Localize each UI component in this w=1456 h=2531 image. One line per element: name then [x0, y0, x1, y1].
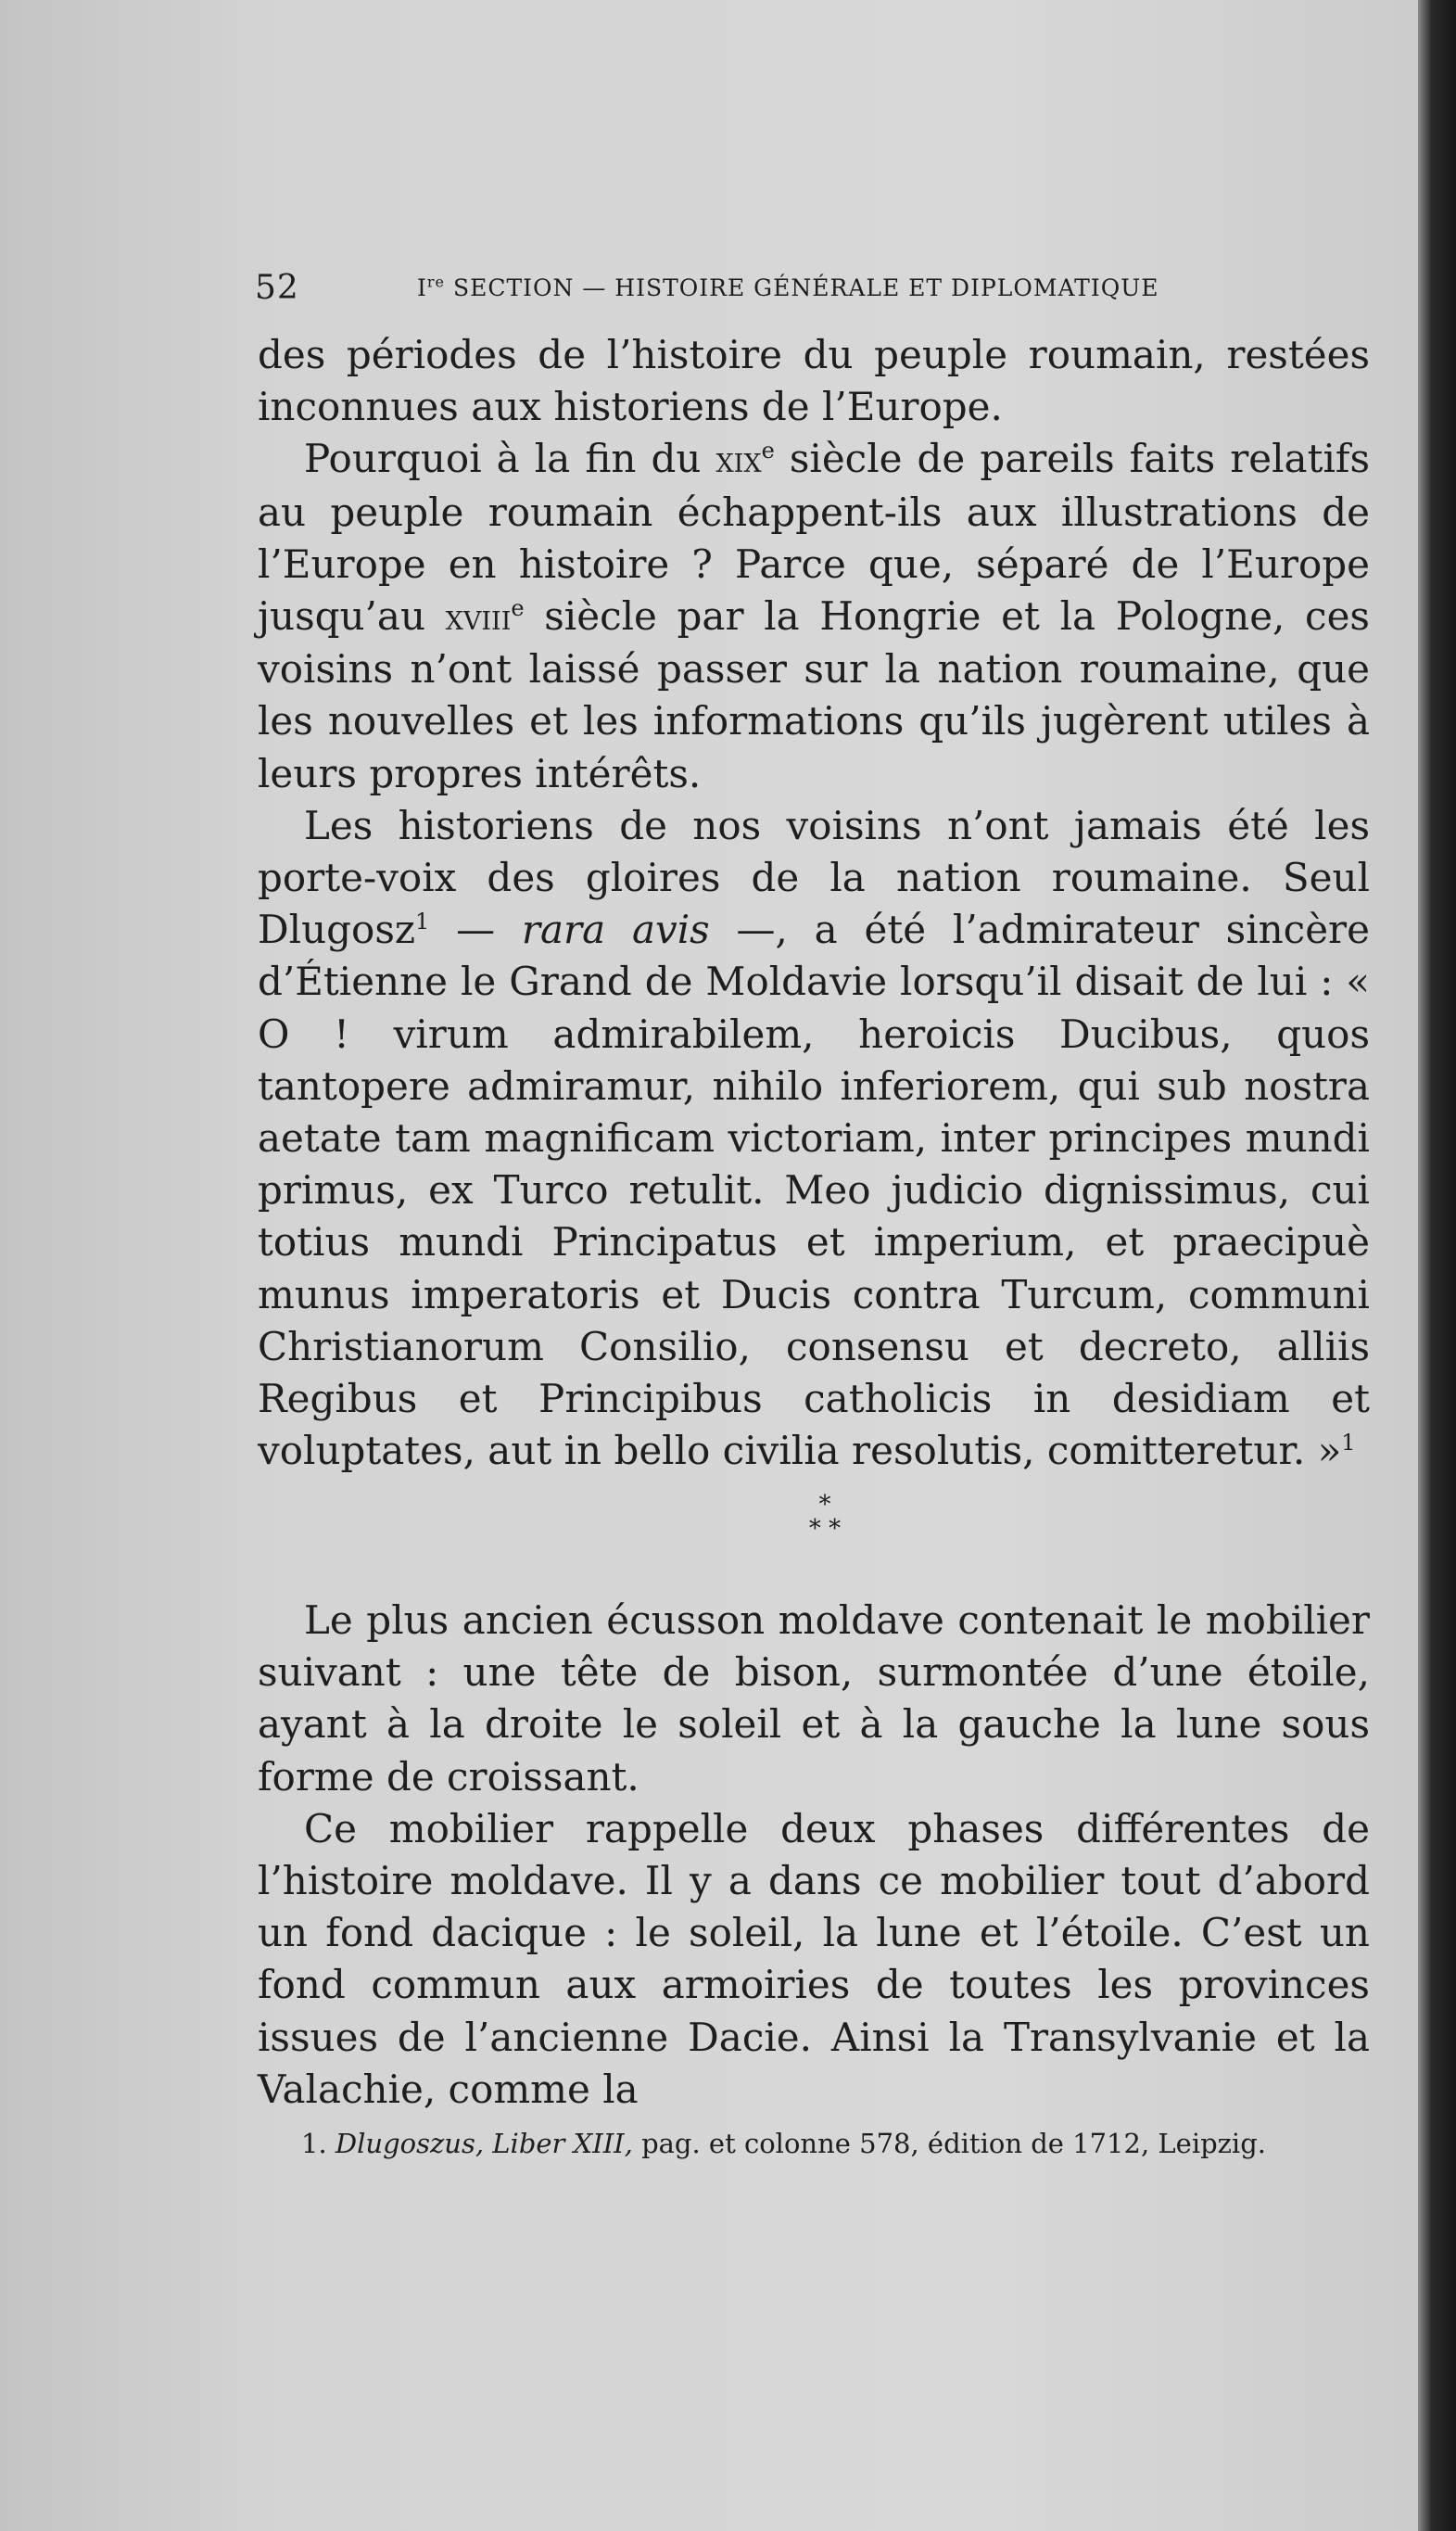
paragraph-3: [258, 800, 1370, 1478]
p2-century-xix: xix: [715, 439, 762, 481]
p2-sup-e2: e: [511, 595, 525, 622]
p3-text-c: —, a été l’admirateur sincère d’Étienne le Grand de Moldavie lorsqu’il disait de lui : « O ! virum admirabilem, heroicis Ducibus, quos tantopere admiramur, nihilo inferiorem, qui sub nostra aetate tam magnificam victoriam, inter principes mundi primus, ex Turco retulit. Meo judicio dignissimus, cui totius mundi Principatus et imperium, et praecipuè munus imperatoris et Ducis contra Turcum, communi Christianorum Consilio, consensu et decreto, alliis Regibus et Principibus catholicis in desidiam et voluptates, aut in bello civilia resolutis, comitteretur. »: [258, 907, 1370, 1474]
footnote-book: Liber XIII,: [492, 2128, 633, 2159]
p3-rara-avis: rara avis: [521, 907, 710, 953]
running-header: [255, 269, 1284, 315]
section-title: [417, 274, 1159, 301]
footnote-rest: pag. et colonne 578, édition de 1712, Leipzig.: [641, 2128, 1266, 2159]
p2-text-b: siècle de pareils faits relatifs au peuple roumain échappent-ils aux illustrations de l’Europe en histoire ? Parce que, séparé de l’Europe jusqu’au: [258, 436, 1371, 640]
paragraph-2: [258, 433, 1370, 799]
asterisk-top: *: [818, 1491, 831, 1519]
body-text-2: [258, 1595, 1370, 2116]
book-spine-shadow: [1418, 0, 1456, 2531]
asterisk-bottom: * *: [808, 1515, 842, 1543]
paragraph-5: Ce mobilier rappelle deux phases différentes de l’histoire moldave. Il y a dans ce mobilier tout d’abord un fond dacique : le soleil, la lune et l’étoile. C’est un fond commun aux armoiries de toutes les provinces issues de l’ancienne Dacie. Ainsi la Transylvanie et la Valachie, comme la: [258, 1805, 1370, 2112]
paragraph-4: Le plus ancien écusson moldave contenait le mobilier suivant : une tête de bison, surmontée d’une étoile, ayant à la droite le soleil et à la gauche la lune sous forme de croissant.: [258, 1597, 1370, 1800]
page-number: 52: [255, 269, 299, 307]
section-title-text: SECTION — HISTOIRE GÉNÉRALE ET DIPLOMATIQUE: [452, 274, 1159, 301]
p2-text-c: siècle par la Hongrie et la Pologne, ces voisins n’ont laissé passer sur la nation roumaine, que les nouvelles et les informations qu’ils jugèrent utiles à leurs propres intérêts.: [258, 593, 1370, 796]
footnote-number: 1.: [301, 2128, 327, 2159]
footnote-author: Dlugoszus,: [335, 2128, 485, 2159]
p2-text-a: Pourquoi à la fin du: [304, 436, 716, 482]
body-text: [258, 329, 1370, 1477]
section-sup: re: [426, 273, 446, 291]
paragraph-1: des périodes de l’histoire du peuple roumain, restées inconnues aux historiens de l’Europe.: [258, 332, 1370, 430]
p2-century-xviii: xviii: [445, 597, 512, 639]
footnote-ref-2: 1: [1341, 1430, 1356, 1456]
p2-sup-e1: e: [761, 438, 775, 464]
p3-text-a: Les historiens de nos voisins n’ont jamais été les porte-voix des gloires de la nation roumaine. Seul Dlugosz: [258, 802, 1370, 953]
footnote-ref-1: 1: [415, 909, 430, 935]
section-break-asterisks: [797, 1493, 853, 1548]
section-prefix: I: [417, 274, 427, 301]
p3-text-b: —: [429, 907, 522, 953]
footnote: [301, 2128, 1376, 2159]
